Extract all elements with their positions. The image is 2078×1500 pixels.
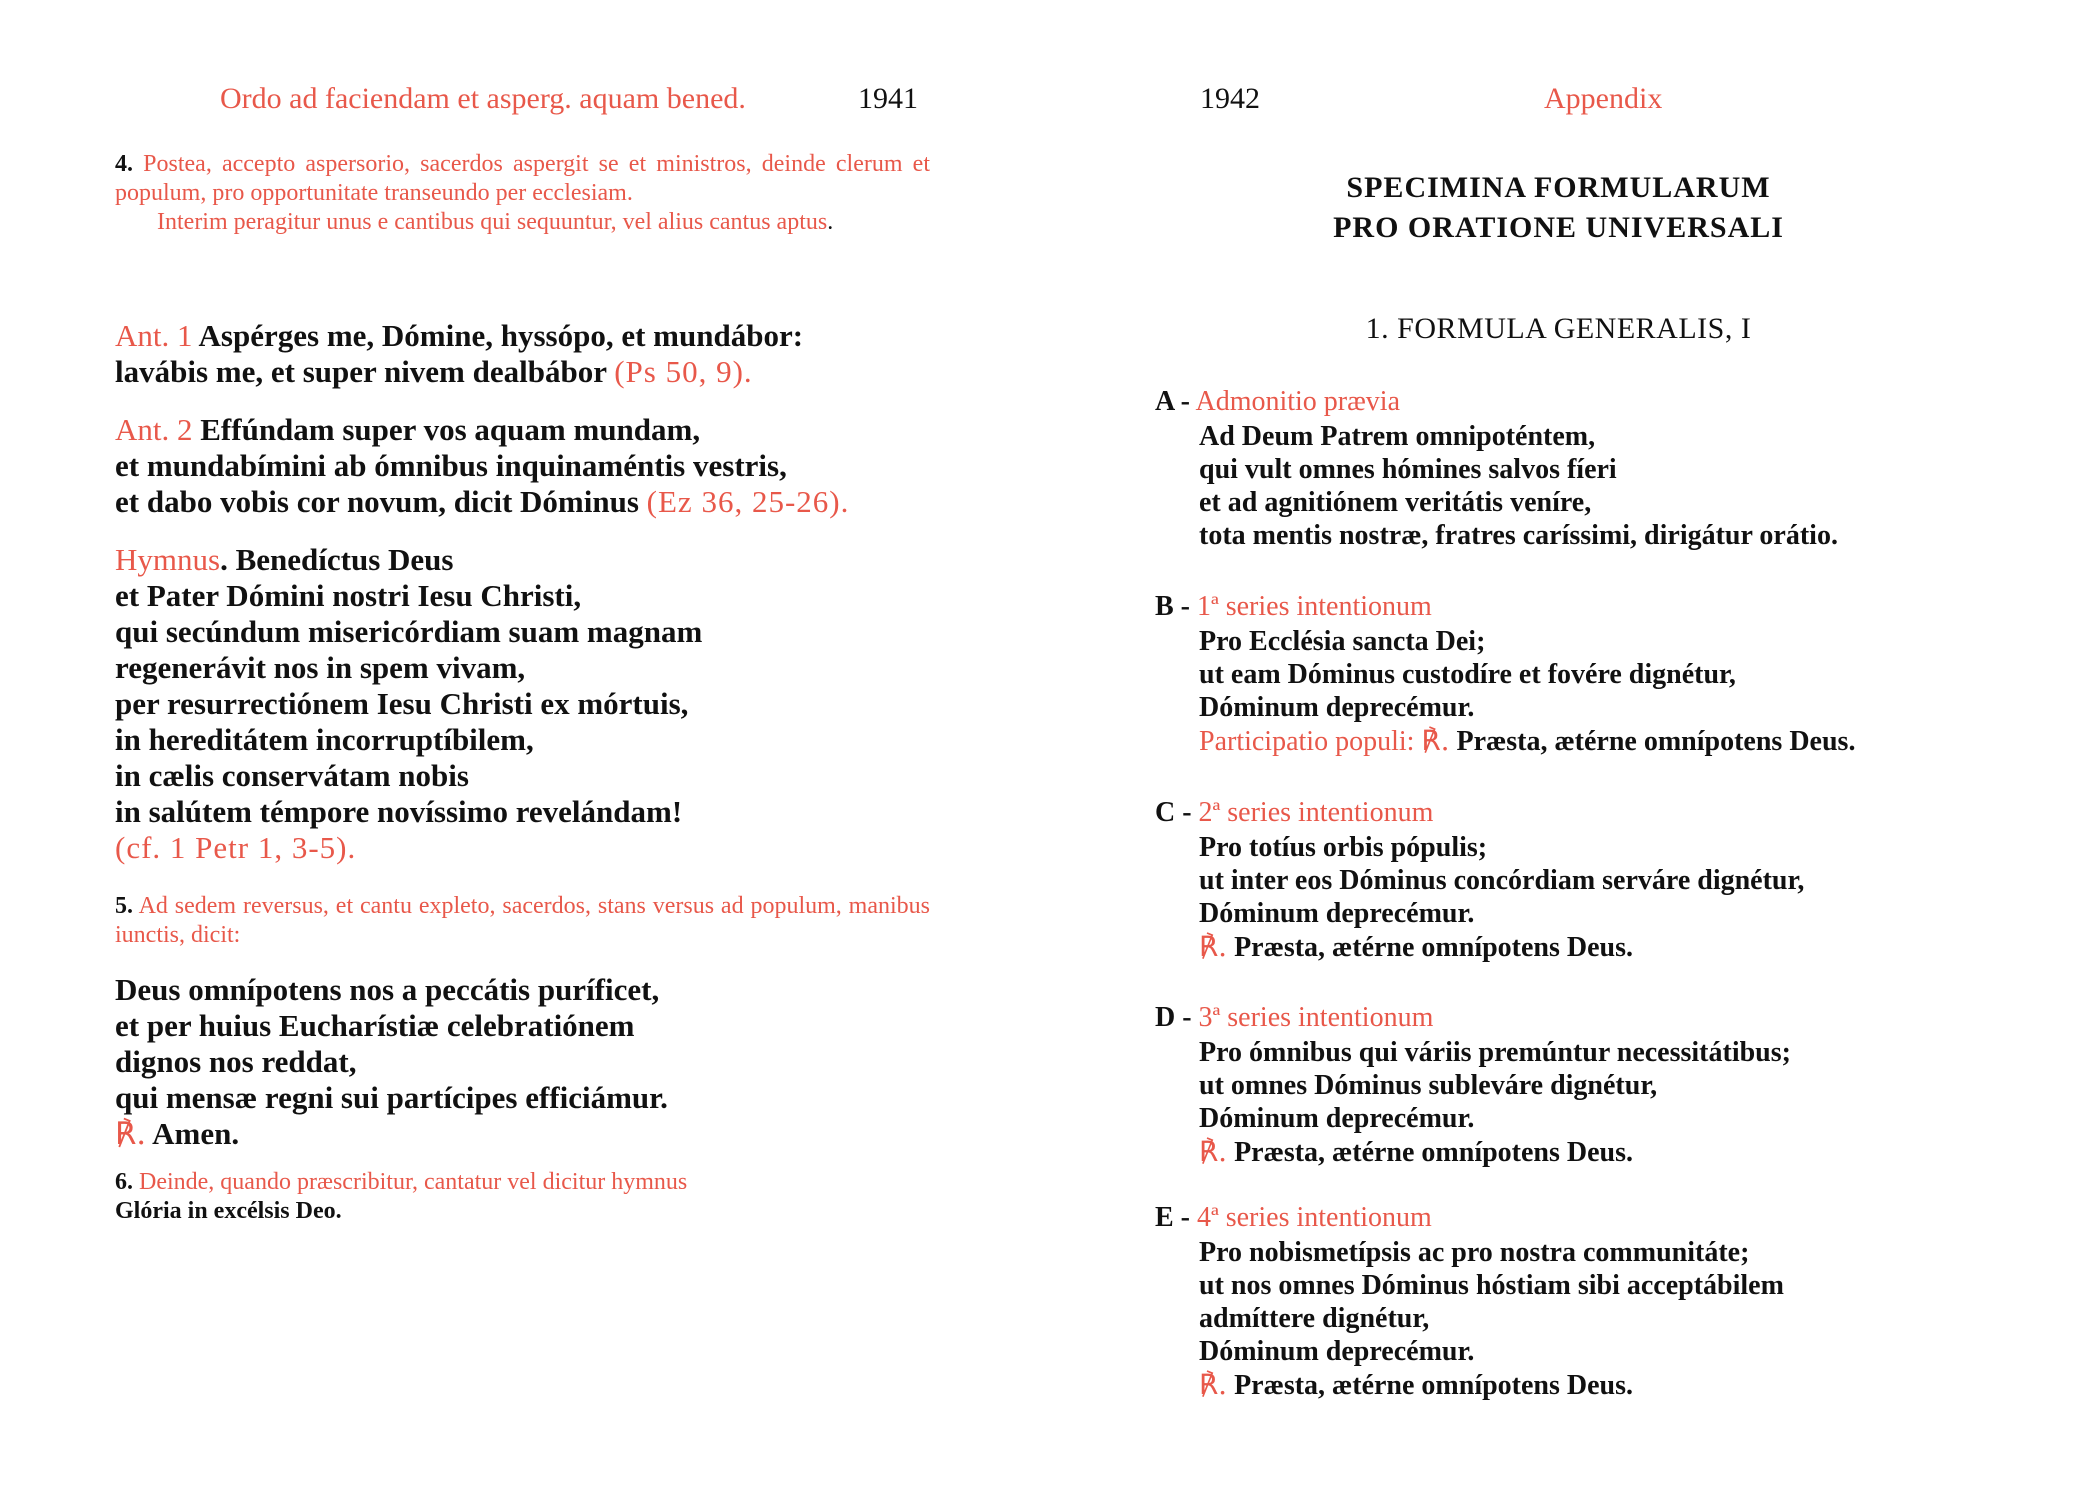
scripture-reference: (Ps 50, 9) (614, 354, 744, 389)
page-number-right: 1942 (1200, 82, 1260, 115)
hymnus-label: Hymnus (115, 542, 221, 577)
hymn-title: Glória in excélsis Deo. (115, 1198, 342, 1224)
section-d: D - 3ª series intentionum Pro ómnibus qui váriis premúntur necessitátibus; ut omnes Dóminus subleváre dignétur, Dóminum deprecémur. ℟. Præsta, ætérne omnípotens Deus. (1155, 1002, 1791, 1168)
response-icon: ℟. (1199, 1368, 1228, 1401)
rubric-number: 5. (115, 893, 133, 919)
section-heading: 2ª series intentionum (1198, 797, 1434, 828)
section-c: C - 2ª series intentionum Pro totíus orbis pópulis; ut inter eos Dóminus concórdiam serváre dignétur, Dóminum deprecémur. ℟. Præsta, ætérne omnípotens Deus. (1155, 797, 1805, 963)
section-a: A - Admonitio prævia Ad Deum Patrem omnipoténtem, qui vult omnes hómines salvos fíeri et ad agnitiónem veritátis veníre, tota mentis nostræ, fratres caríssimi, dirigátur orátio. (1155, 386, 1838, 551)
participatio-label: Participatio populi: (1199, 726, 1415, 757)
scripture-reference: (Ez 36, 25-26) (646, 484, 841, 519)
page-title: SPECIMINA FORMULARUM PRO ORATIONE UNIVERSALI (1333, 171, 1784, 244)
response-icon: ℟. (1199, 930, 1228, 963)
page-number-left: 1941 (858, 82, 918, 115)
concluding-prayer: Deus omnípotens nos a peccátis puríficet, et per huius Eucharístiæ celebratiónem dignos nos reddat, qui mensæ regni sui partícipes efficiámur. ℟. Amen. (115, 972, 668, 1152)
response-icon: ℟. (1421, 724, 1450, 757)
rubric-text: Postea, accepto aspersorio, sacerdos aspergit se et ministros, deinde clerum et populum, pro opportunitate transeundo per ecclesiam. (115, 151, 931, 206)
response-icon: ℟. (1199, 1135, 1228, 1168)
right-page (1039, 0, 2078, 1500)
rubric-4: 4. Postea, accepto aspersorio, sacerdos aspergit se et ministros, deinde clerum et populum, pro opportunitate transeundo per ecclesiam. Interim peragitur unus e cantibus qui sequuntur, vel alius cantus aptus. (115, 151, 931, 235)
antiphon-label: Ant. 2 (115, 412, 193, 447)
rubric-text: Deinde, quando præscribitur, cantatur vel dicitur hymnus (139, 1169, 688, 1195)
rubric-5 (115, 892, 930, 950)
rubric-text: Interim peragitur unus e cantibus qui sequuntur, vel alius cantus aptus (157, 209, 828, 235)
scripture-reference: (cf. 1 Petr 1, 3-5) (115, 830, 348, 865)
running-head-left: Ordo ad faciendam et asperg. aquam bened. (220, 82, 746, 115)
response-icon: ℟. (115, 1116, 147, 1152)
hymnus: Hymnus. Benedíctus Deus et Pater Dómini nostri Iesu Christi, qui secúndum misericórdiam suam magnam regenerávit nos in spem vivam, per resurrectiónem Iesu Christi ex mórtuis, in hereditátem incorruptíbilem, in cælis conservátam nobis in salútem témpore novíssimo revelándam! (cf. 1 Petr 1, 3-5). (115, 542, 703, 865)
section-heading: Admonitio prævia (1195, 386, 1401, 417)
rubric-6 (115, 1168, 930, 1226)
rubric-text: Ad sedem reversus, et cantu expleto, sacerdos, stans versus ad populum, manibus iunctis, dicit: (115, 893, 930, 948)
formula-title: 1. FORMULA GENERALIS, I (1365, 312, 1752, 345)
rubric-number: 4. (115, 151, 133, 177)
running-head-right: Appendix (1544, 82, 1663, 115)
antiphon-1: Ant. 1 Aspérges me, Dómine, hyssópo, et mundábor: lavábis me, et super nivem dealbábor (Ps 50, 9). (115, 318, 804, 389)
rubric-number: 6. (115, 1169, 133, 1195)
antiphon-2: Ant. 2 Effúndam super vos aquam mundam, et mundabímini ab ómnibus inquinaméntis vestris, et dabo vobis cor novum, dicit Dóminus (Ez 36, 25-26). (115, 412, 850, 519)
antiphon-label: Ant. 1 (115, 318, 193, 353)
section-heading: 4ª series intentionum (1197, 1202, 1432, 1233)
section-heading: 1ª series intentionum (1197, 591, 1432, 622)
section-heading: 3ª series intentionum (1198, 1002, 1434, 1033)
section-e: E - 4ª series intentionum Pro nobismetípsis ac pro nostra communitáte; ut nos omnes Dóminus hóstiam sibi acceptábilem admíttere dignétur, Dóminum deprecémur. ℟. Præsta, ætérne omnípotens Deus. (1155, 1202, 1784, 1401)
section-b: B - 1ª series intentionum Pro Ecclésia sancta Dei; ut eam Dóminus custodíre et fovére dignétur, Dóminum deprecémur. Participatio populi: ℟. Præsta, ætérne omnípotens Deus. (1155, 591, 1856, 757)
